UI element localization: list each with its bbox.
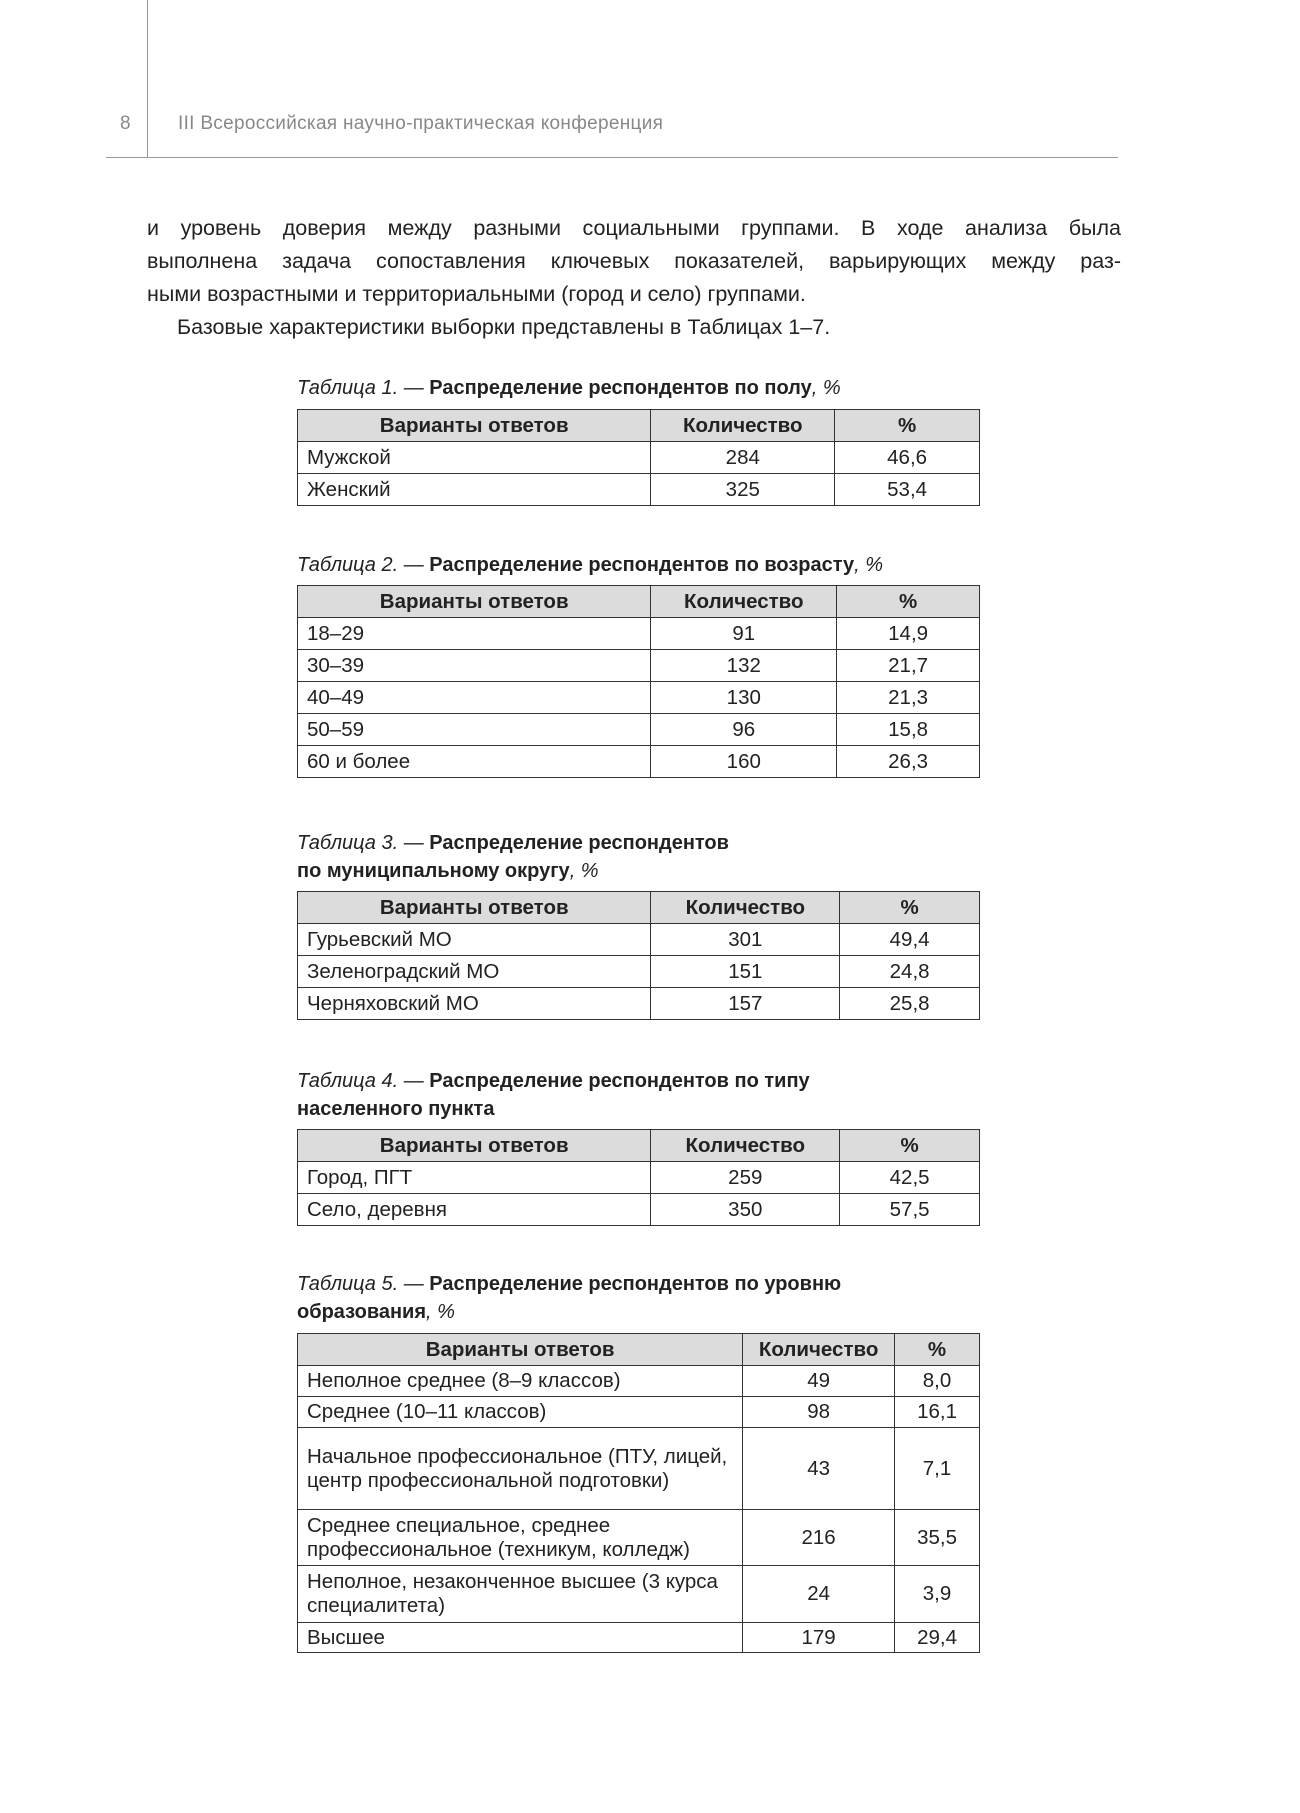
table-cell: 7,1: [895, 1428, 980, 1510]
table-unit: , %: [811, 377, 841, 399]
data-table: [297, 1129, 980, 1226]
table-unit: , %: [854, 554, 884, 576]
paragraph-line: ными возрастными и территориальными (город и село) группами.: [147, 282, 806, 306]
table-cell: 350: [651, 1194, 840, 1226]
table-cell: 132: [651, 650, 837, 682]
table-cell: 26,3: [837, 746, 980, 778]
column-header: %: [840, 1130, 980, 1162]
table-cell: 30–39: [298, 650, 651, 682]
table-title-cont: по муниципальному округу: [297, 860, 570, 882]
table-cell: 42,5: [840, 1162, 980, 1194]
column-header: Варианты ответов: [298, 586, 651, 618]
table-caption: [297, 374, 841, 402]
column-header: %: [835, 410, 980, 442]
table-cell: 18–29: [298, 618, 651, 650]
table-cell: 29,4: [895, 1623, 980, 1653]
table-label: Таблица 4. —: [297, 1070, 430, 1092]
table-row: [298, 746, 980, 778]
table-caption: [297, 1067, 810, 1123]
header-divider: [106, 157, 1118, 158]
table-cell: Зеленоградский МО: [298, 956, 651, 988]
table-title: Распределение респондентов по возрасту: [429, 554, 855, 576]
table-cell: 98: [743, 1397, 895, 1428]
table-row: [298, 1194, 980, 1226]
table-cell: 179: [743, 1623, 895, 1653]
table-cell: 50–59: [298, 714, 651, 746]
column-header: Количество: [651, 892, 840, 924]
table-cell: 57,5: [840, 1194, 980, 1226]
table-title-cont: населенного пункта: [297, 1098, 495, 1120]
table-cell: 49,4: [840, 924, 980, 956]
table-row: [298, 924, 980, 956]
table-cell: 301: [651, 924, 840, 956]
column-header: Количество: [651, 410, 835, 442]
table-row: [298, 650, 980, 682]
table-caption: [297, 551, 883, 579]
table-cell: 24,8: [840, 956, 980, 988]
column-header: Варианты ответов: [298, 410, 651, 442]
table-cell: Среднее (10–11 классов): [298, 1397, 743, 1428]
table-row: [298, 1510, 980, 1566]
table-cell: 46,6: [835, 442, 980, 474]
table-row: [298, 1623, 980, 1653]
column-header: %: [837, 586, 980, 618]
table-cell: Неполное, незаконченное высшее (3 курса специалитета): [298, 1566, 743, 1623]
table-label: Таблица 1. —: [297, 377, 430, 399]
table-row: [298, 988, 980, 1020]
table-cell: Гурьевский МО: [298, 924, 651, 956]
table-cell: 35,5: [895, 1510, 980, 1566]
column-header: %: [895, 1334, 980, 1366]
data-table: [297, 1333, 980, 1653]
table-cell: 160: [651, 746, 837, 778]
table-row: [298, 956, 980, 988]
table-header-row: [298, 1130, 980, 1162]
table-title-cont: образования: [297, 1301, 427, 1323]
column-header: Количество: [651, 1130, 840, 1162]
column-header: Варианты ответов: [298, 1334, 743, 1366]
table-cell: 40–49: [298, 682, 651, 714]
table-cell: 325: [651, 474, 835, 506]
column-header: Количество: [743, 1334, 895, 1366]
running-header: III Всероссийская научно-практическая конференция: [178, 113, 664, 134]
table-cell: Женский: [298, 474, 651, 506]
table-row: [298, 1162, 980, 1194]
table-label: Таблица 3. —: [297, 832, 430, 854]
body-paragraph: [147, 212, 1121, 344]
table-cell: Черняховский МО: [298, 988, 651, 1020]
table-cell: Среднее специальное, среднее профессиональное (техникум, колледж): [298, 1510, 743, 1566]
table-cell: 16,1: [895, 1397, 980, 1428]
data-table: [297, 891, 980, 1020]
table-row: [298, 1366, 980, 1397]
table-row: [298, 1397, 980, 1428]
table-cell: 53,4: [835, 474, 980, 506]
column-header: %: [840, 892, 980, 924]
table-cell: Неполное среднее (8–9 классов): [298, 1366, 743, 1397]
table-row: [298, 1566, 980, 1623]
column-header: Количество: [651, 586, 837, 618]
table-cell: 15,8: [837, 714, 980, 746]
table-cell: 43: [743, 1428, 895, 1510]
table-row: [298, 682, 980, 714]
table-cell: 216: [743, 1510, 895, 1566]
table-cell: 151: [651, 956, 840, 988]
table-label: Таблица 2. —: [297, 554, 430, 576]
table-cell: 60 и более: [298, 746, 651, 778]
table-caption: [297, 829, 729, 885]
table-cell: Высшее: [298, 1623, 743, 1653]
table-cell: Село, деревня: [298, 1194, 651, 1226]
table-header-row: [298, 1334, 980, 1366]
table-title: Распределение респондентов по типу: [429, 1070, 810, 1092]
table-cell: 14,9: [837, 618, 980, 650]
table-header-row: [298, 410, 980, 442]
table-title: Распределение респондентов: [429, 832, 729, 854]
column-header: Варианты ответов: [298, 1130, 651, 1162]
table-cell: 24: [743, 1566, 895, 1623]
table-cell: 96: [651, 714, 837, 746]
data-table: [297, 585, 980, 778]
table-cell: 3,9: [895, 1566, 980, 1623]
table-header-row: [298, 586, 980, 618]
table-row: [298, 714, 980, 746]
table-row: [298, 618, 980, 650]
table-cell: 284: [651, 442, 835, 474]
paragraph-line: и уровень доверия между разными социальными группами. В ходе анализа была: [147, 216, 1121, 240]
paragraph-line: выполнена задача сопоставления ключевых показателей, варьирующих между раз-: [147, 249, 1121, 273]
table-unit: , %: [569, 860, 599, 882]
table-cell: 130: [651, 682, 837, 714]
table-cell: 157: [651, 988, 840, 1020]
table-cell: 21,7: [837, 650, 980, 682]
table-cell: 21,3: [837, 682, 980, 714]
table-cell: 25,8: [840, 988, 980, 1020]
data-table: [297, 409, 980, 506]
table-cell: 91: [651, 618, 837, 650]
table-cell: Мужской: [298, 442, 651, 474]
margin-rule: [147, 0, 148, 157]
table-label: Таблица 5. —: [297, 1273, 430, 1295]
table-title: Распределение респондентов по уровню: [429, 1273, 842, 1295]
table-cell: 8,0: [895, 1366, 980, 1397]
column-header: Варианты ответов: [298, 892, 651, 924]
table-caption: [297, 1270, 841, 1326]
table-cell: 259: [651, 1162, 840, 1194]
paragraph-line: Базовые характеристики выборки представлены в Таблицах 1–7.: [177, 315, 831, 339]
table-cell: 49: [743, 1366, 895, 1397]
table-unit: , %: [426, 1301, 455, 1323]
table-title: Распределение респондентов по полу: [429, 377, 812, 399]
table-header-row: [298, 892, 980, 924]
table-row: [298, 442, 980, 474]
table-cell: Начальное профессиональное (ПТУ, лицей, центр профессиональной подготовки): [298, 1428, 743, 1510]
table-row: [298, 1428, 980, 1510]
table-row: [298, 474, 980, 506]
page-number: 8: [120, 113, 131, 134]
table-cell: Город, ПГТ: [298, 1162, 651, 1194]
